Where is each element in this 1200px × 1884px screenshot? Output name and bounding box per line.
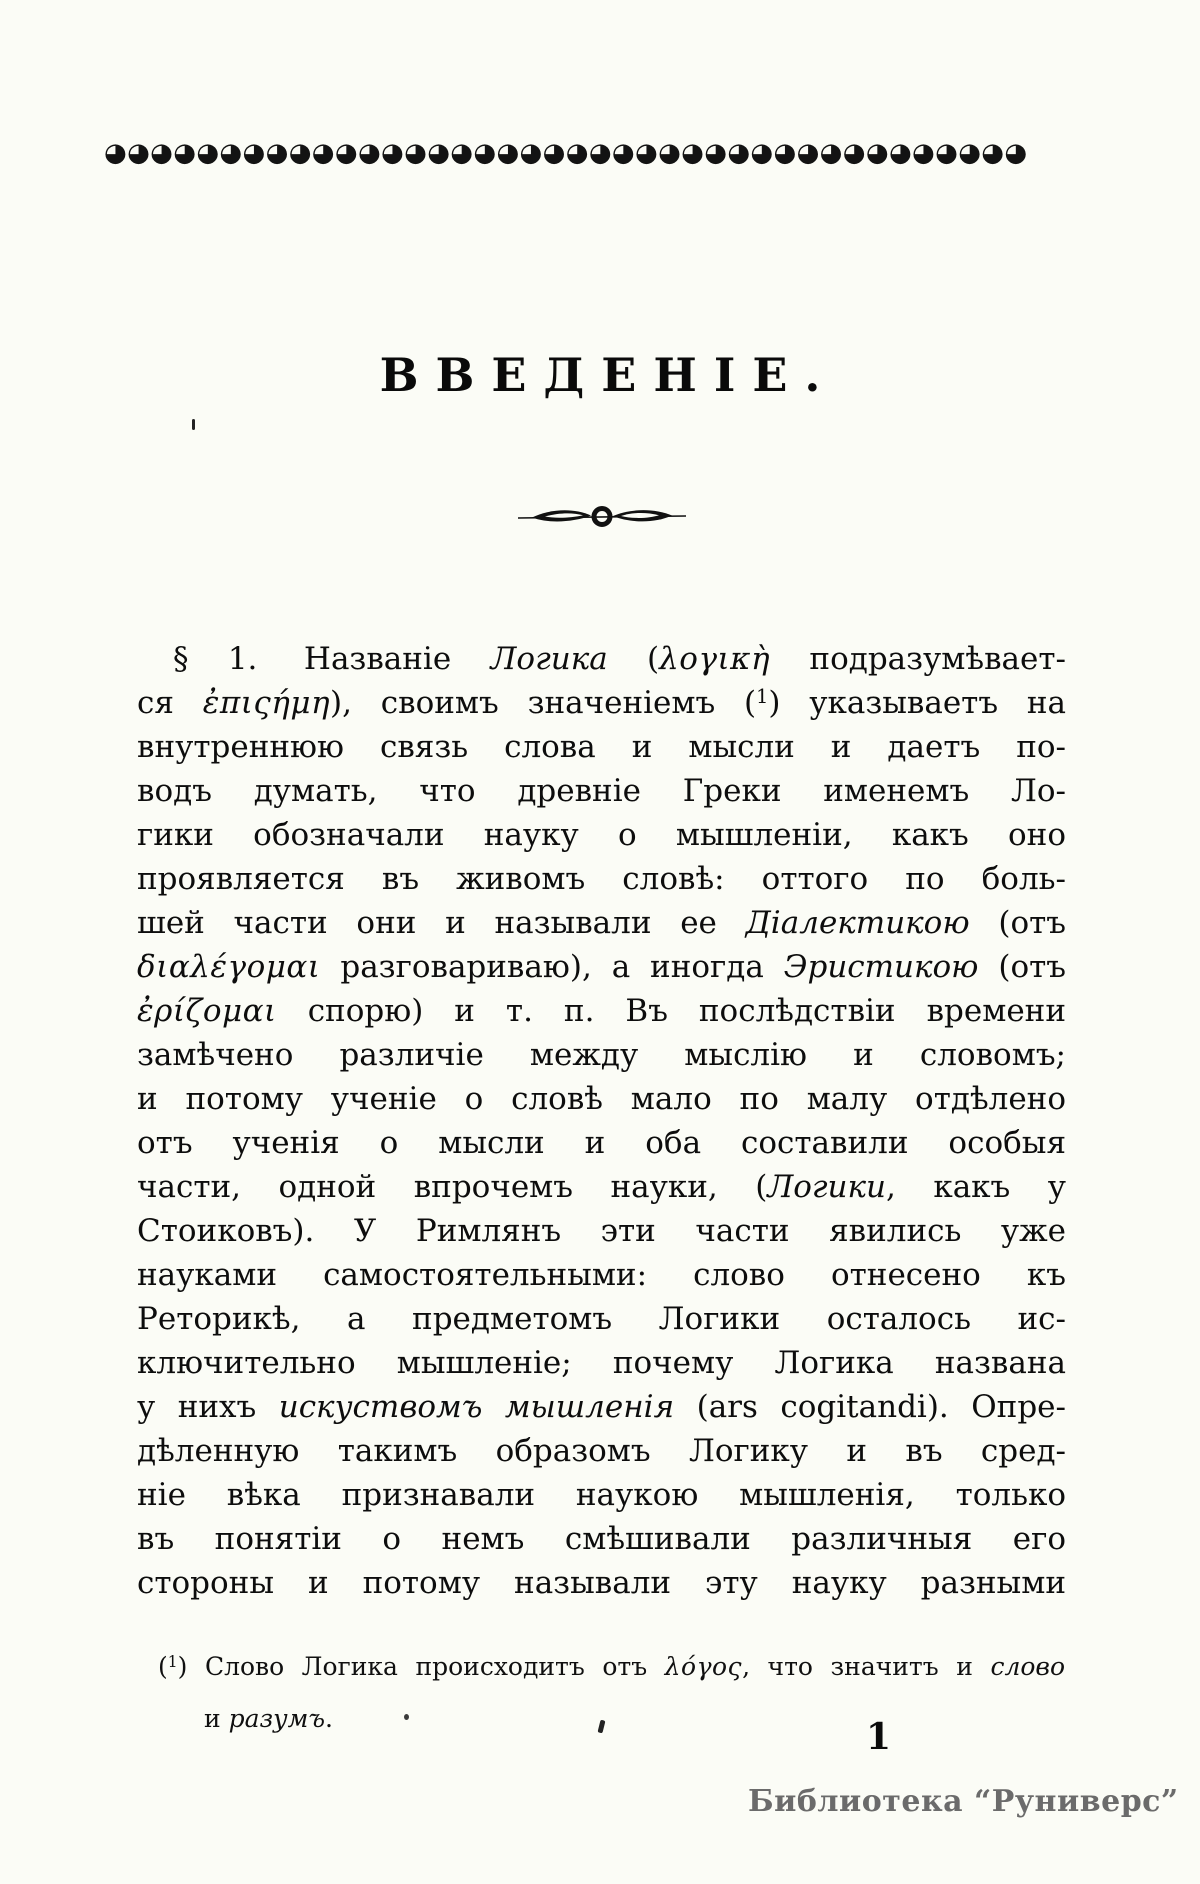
text-line: [137, 1253, 1066, 1297]
text-segment: гики обозначали науку о мышленіи, какъ оно: [137, 817, 1066, 853]
text-line: [137, 1033, 1066, 1077]
text-segment: замѣчено различіе между мыслію и словомъ;: [137, 1037, 1066, 1073]
text-segment: λόγος: [664, 1652, 743, 1681]
text-line: [137, 1429, 1066, 1473]
text-segment: .: [325, 1704, 333, 1733]
text-segment: (ars cogitandi). Опре-: [674, 1389, 1066, 1425]
text-segment: въ понятіи о немъ смѣшивали различныя его: [137, 1521, 1066, 1557]
text-segment: ἐρίζομαι: [137, 993, 277, 1029]
text-segment: разумъ: [228, 1704, 326, 1733]
text-segment: (отъ: [978, 949, 1066, 985]
text-segment: διαλέγομαι: [137, 949, 321, 985]
text-line: [137, 901, 1066, 945]
footnote: [158, 1641, 1065, 1745]
text-line: [137, 637, 1066, 681]
text-segment: водъ думать, что древніе Греки именемъ Ло-: [137, 773, 1066, 809]
text-segment: (: [158, 1652, 168, 1681]
text-line: [137, 769, 1066, 813]
text-segment: Діалектикою: [745, 905, 970, 941]
text-segment: и: [204, 1704, 229, 1733]
text-line: [137, 1473, 1066, 1517]
text-segment: отъ ученія о мысли и оба составили особыя: [137, 1125, 1066, 1161]
page-number: 1: [866, 1716, 892, 1758]
text-segment: ἐπιςήμη: [202, 685, 331, 721]
text-segment: Стоиковъ). У Римлянъ эти части явились уже: [137, 1213, 1066, 1249]
text-line: [137, 945, 1066, 989]
text-line: [137, 681, 1066, 725]
text-line: [137, 1209, 1066, 1253]
text-line: [137, 1077, 1066, 1121]
text-line: [137, 1297, 1066, 1341]
text-segment: науками самостоятельными: слово отнесено къ: [137, 1257, 1066, 1293]
text-line: [137, 1385, 1066, 1429]
text-segment: , какъ у: [885, 1169, 1066, 1205]
text-segment: § 1. Названіе: [173, 641, 491, 677]
text-segment: ), своимъ значеніемъ (: [330, 685, 757, 721]
text-segment: 1: [756, 685, 769, 709]
text-line: [137, 813, 1066, 857]
text-segment: разговариваю), а иногда: [320, 949, 784, 985]
text-segment: ) указываетъ на: [768, 685, 1066, 721]
header-ornament-border: ◕◕◕◕◕◕◕◕◕◕◕◕◕◕◕◕◕◕◕◕◕◕◕◕◕◕◕◕◕◕◕◕◕◕◕◕◕◕◕◕: [104, 138, 1028, 168]
text-segment: Реторикѣ, а предметомъ Логики осталось ис-: [137, 1301, 1066, 1337]
text-segment: Логика: [490, 641, 608, 677]
text-line: [158, 1641, 1065, 1693]
text-line: [137, 989, 1066, 1033]
text-segment: внутреннюю связь слова и мысли и даетъ по-: [137, 729, 1066, 765]
fleuron-divider-icon: [517, 500, 687, 534]
text-line: [137, 857, 1066, 901]
text-line: [137, 725, 1066, 769]
page-title: ВВЕДЕНІЕ.: [379, 348, 838, 402]
text-line: [137, 1121, 1066, 1165]
text-line: [137, 1517, 1066, 1561]
body-paragraph: [137, 637, 1066, 1605]
text-segment: у нихъ: [137, 1389, 279, 1425]
text-segment: шей части они и называли ее: [137, 905, 746, 941]
text-segment: (: [607, 641, 660, 677]
text-segment: ключительно мышленіе; почему Логика названа: [137, 1345, 1066, 1381]
text-segment: подразумѣвает-: [770, 641, 1066, 677]
text-line: [137, 1165, 1066, 1209]
text-segment: спорю) и т. п. Въ послѣдствіи времени: [276, 993, 1066, 1029]
text-segment: ніе вѣка признавали наукою мышленія, только: [137, 1477, 1066, 1513]
text-segment: Логики: [767, 1169, 886, 1205]
text-segment: Эристикою: [783, 949, 979, 985]
text-segment: слово: [990, 1652, 1065, 1681]
text-line: [137, 1341, 1066, 1385]
text-segment: части, одной впрочемъ науки, (: [137, 1169, 768, 1205]
text-segment: , что значитъ и: [742, 1652, 991, 1681]
text-segment: ся: [137, 685, 203, 721]
watermark-runivers: Библиотека “Руниверс”: [748, 1784, 1179, 1819]
ink-speck: [404, 1714, 409, 1720]
text-segment: искуствомъ мышленія: [278, 1389, 675, 1425]
text-line: [158, 1693, 1065, 1745]
ink-speck: [192, 419, 195, 430]
text-segment: (отъ: [969, 905, 1066, 941]
text-segment: ) Слово Логика происходитъ отъ: [177, 1652, 665, 1681]
text-segment: 1: [167, 1652, 178, 1671]
text-segment: дѣленную такимъ образомъ Логику и въ сред-: [137, 1433, 1066, 1469]
text-line: [137, 1561, 1066, 1605]
text-segment: и потому ученіе о словѣ мало по малу отдѣлено: [137, 1081, 1066, 1117]
text-segment: λογικὴ: [659, 641, 771, 677]
text-segment: стороны и потому называли эту науку разными: [137, 1565, 1066, 1601]
section-divider-ornament: [517, 500, 687, 534]
text-segment: проявляется въ живомъ словѣ: оттого по боль-: [137, 861, 1066, 897]
